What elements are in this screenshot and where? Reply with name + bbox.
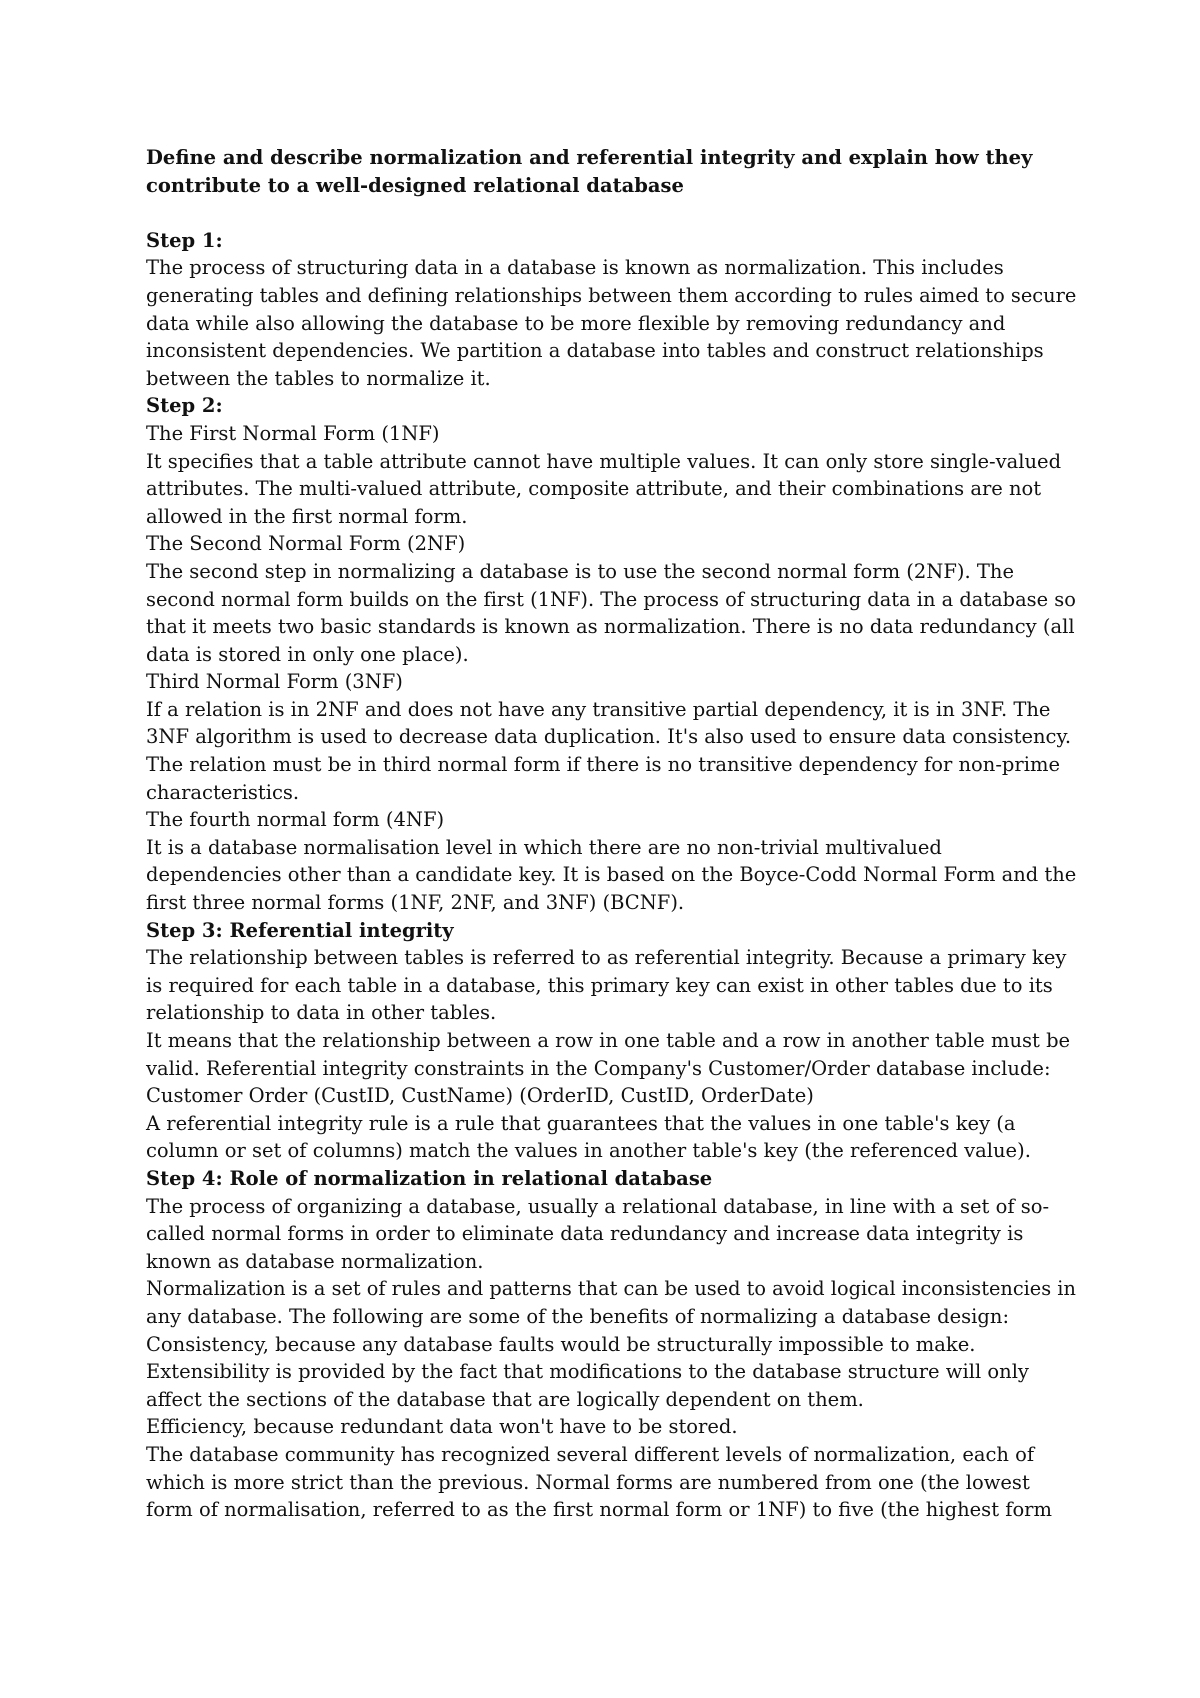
body-text-line: It specifies that a table attribute cannot have multiple values. It can only store single-valued <box>146 449 1062 473</box>
body-text-line: Third Normal Form (3NF) <box>146 670 403 694</box>
body-text-line: The process of organizing a database, usually a relational database, in line with a set of so- <box>146 1194 1050 1218</box>
body-text-line: between the tables to normalize it. <box>146 366 491 390</box>
body-text-line: characteristics. <box>146 780 300 804</box>
body-text-line: which is more strict than the previous. Normal forms are numbered from one (the lowest <box>146 1470 1030 1494</box>
body-text-line: The First Normal Form (1NF) <box>146 421 440 445</box>
body-text-line: that it meets two basic standards is known as normalization. There is no data redundancy (all <box>146 615 1075 639</box>
body-text-line: The fourth normal form (4NF) <box>146 808 445 832</box>
body-text-line: dependencies other than a candidate key. It is based on the Boyce-Codd Normal Form and the <box>146 863 1077 887</box>
body-text-line: Normalization is a set of rules and patterns that can be used to avoid logical inconsistencies in <box>146 1277 1076 1301</box>
body-text-line: second normal form builds on the first (1NF). The process of structuring data in a database so <box>146 587 1076 611</box>
body-text-line: Customer Order (CustID, CustName) (OrderID, CustID, OrderDate) <box>146 1084 814 1108</box>
body-text-line: relationship to data in other tables. <box>146 1001 497 1025</box>
body-text-line: allowed in the first normal form. <box>146 504 468 528</box>
step-heading: Step 4: Role of normalization in relational database <box>146 1166 713 1190</box>
step-heading: Step 2: <box>146 394 223 418</box>
body-text-line: It is a database normalisation level in which there are no non-trivial multivalued <box>146 835 942 859</box>
body-text-line: called normal forms in order to eliminate data redundancy and increase data integrity is <box>146 1222 1024 1246</box>
body-text-line: any database. The following are some of the benefits of normalizing a database design: <box>146 1304 1010 1328</box>
body-text-line: A referential integrity rule is a rule that guarantees that the values in one table's key (a <box>146 1111 1016 1135</box>
body-text-line: Efficiency, because redundant data won't have to be stored. <box>146 1415 738 1439</box>
document-title <box>146 144 1076 199</box>
document-body <box>146 227 1076 1524</box>
body-text-line: The process of structuring data in a database is known as normalization. This includes <box>146 256 1004 280</box>
body-text-line: is required for each table in a database, this primary key can exist in other tables due to its <box>146 973 1053 997</box>
body-text-line: inconsistent dependencies. We partition a database into tables and construct relationships <box>146 339 1044 363</box>
blank-line <box>146 199 1076 227</box>
body-text-line: Consistency, because any database faults would be structurally impossible to make. <box>146 1332 976 1356</box>
body-text-line: It means that the relationship between a row in one table and a row in another table must be <box>146 1029 1071 1052</box>
body-text-line: The relationship between tables is referred to as referential integrity. Because a primary key <box>146 946 1067 970</box>
body-text-line: generating tables and defining relationships between them according to rules aimed to secure <box>146 283 1077 307</box>
body-text-line: The database community has recognized several different levels of normalization, each of <box>146 1442 1035 1466</box>
body-text-line: first three normal forms (1NF, 2NF, and 3NF) (BCNF). <box>146 891 685 915</box>
body-text-line: Extensibility is provided by the fact that modifications to the database structure will only <box>146 1360 1029 1384</box>
body-text-line: data while also allowing the database to be more flexible by removing redundancy and <box>146 311 1006 335</box>
step-heading: Step 3: Referential integrity <box>146 918 454 942</box>
title-line: Define and describe normalization and referential integrity and explain how they <box>146 146 1033 169</box>
document-page <box>146 144 1076 1524</box>
body-text-line: form of normalisation, referred to as the first normal form or 1NF) to five (the highest form <box>146 1498 1052 1522</box>
body-text-line: The second step in normalizing a database is to use the second normal form (2NF). The <box>146 559 1014 583</box>
body-text-line: The Second Normal Form (2NF) <box>146 532 466 556</box>
title-line: contribute to a well-designed relational database <box>146 173 684 197</box>
body-text-line: If a relation is in 2NF and does not have any transitive partial dependency, it is in 3NF. The <box>146 697 1051 721</box>
body-text-line: column or set of columns) match the values in another table's key (the referenced value). <box>146 1139 1031 1163</box>
body-text-line: The relation must be in third normal form if there is no transitive dependency for non-prime <box>146 753 1060 777</box>
body-text-line: affect the sections of the database that are logically dependent on them. <box>146 1387 864 1411</box>
body-text-line: 3NF algorithm is used to decrease data duplication. It's also used to ensure data consistency. <box>146 725 1072 749</box>
body-text-line: valid. Referential integrity constraints in the Company's Customer/Order database include: <box>146 1056 1051 1080</box>
step-heading: Step 1: <box>146 228 223 252</box>
body-text-line: data is stored in only one place). <box>146 642 469 666</box>
body-text-line: known as database normalization. <box>146 1249 484 1273</box>
body-text-line: attributes. The multi-valued attribute, composite attribute, and their combinations are not <box>146 477 1042 501</box>
